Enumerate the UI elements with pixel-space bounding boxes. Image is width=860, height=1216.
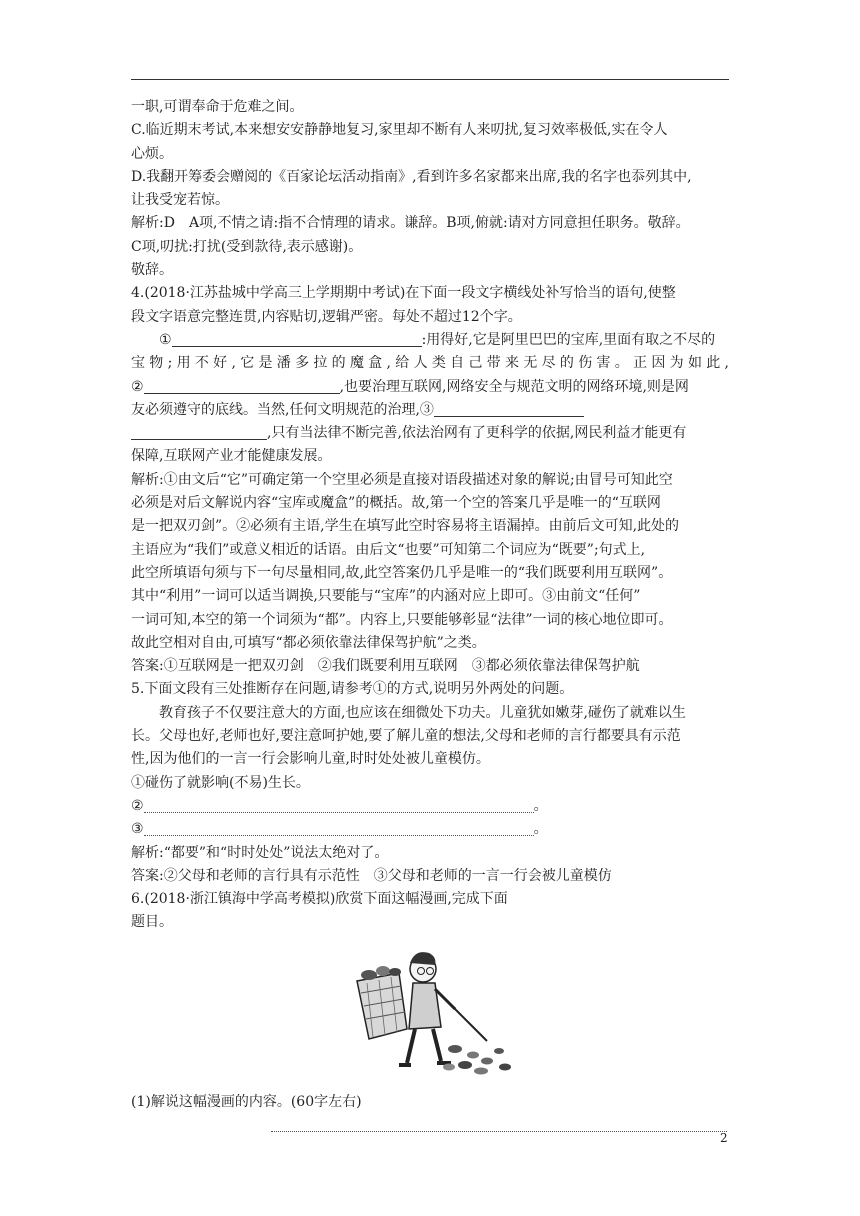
analysis-line: 解析:①由文后“它”可确定第一个空里必须是直接对语段描述对象的解说;由冒号可知此空 xyxy=(131,471,673,488)
dotted-blank-3[interactable] xyxy=(144,820,534,836)
dotted-answer-line-6 xyxy=(131,1114,729,1137)
answer-blank-3a[interactable] xyxy=(434,401,584,417)
question-6-sub-1: (1)解说这幅漫画的内容。(60字左右) xyxy=(131,1093,362,1110)
header-rule xyxy=(131,79,729,80)
question-5-heading: 5.下面文段有三处推断存在问题,请参考①的方式,说明另外两处的问题。 xyxy=(131,681,574,698)
dotted-blank-6[interactable] xyxy=(271,1116,727,1132)
text-line: 是一把双刃剑”。②必须有主语,学生在填写此空时容易将主语漏掉。由前后文可知,此处的 xyxy=(131,518,680,535)
text-line: 主语应为“我们”或意义相近的话语。由后文“也要”可知第二个词应为“既要”;句式上, xyxy=(131,541,646,558)
text-line: 一职,可谓奉命于危难之间。 xyxy=(131,99,304,115)
text-line: C.临近期末考试,本来想安安静静地复习,家里却不断有人来叨扰,复习效率极低,实在令人 xyxy=(131,122,668,139)
answer-blank-1[interactable] xyxy=(172,331,422,347)
text-line: 教育孩子不仅要注意大的方面,也应该在细微处下功夫。儿童犹如嫩芽,碰伤了就难以生 xyxy=(159,704,686,721)
dotted-blank-2[interactable] xyxy=(144,797,534,813)
page-number: 2 xyxy=(720,1131,728,1145)
dotted-answer-line-2: ② 。 xyxy=(131,797,548,814)
text-line: 保障,互联网产业才能健康发展。 xyxy=(131,448,332,465)
text-line: ①碰伤了就影响(不易)生长。 xyxy=(131,774,310,791)
fill-line-2: ② ,也要治理互联网,网络安全与规范文明的网络环境,则是网 xyxy=(131,378,689,395)
text-line: D.我翻开筹委会赠阅的《百家论坛活动指南》,看到许多名家都来出席,我的名字也忝列其中, xyxy=(131,168,692,185)
text-line: 一词可知,本空的第一个词须为“都”。内容上,只要能够彰显“法律”一词的核心地位即可。 xyxy=(131,611,673,628)
answer-blank-3b[interactable] xyxy=(131,424,267,440)
cartoon-illustration xyxy=(131,943,729,1079)
fill-line-3: 友必须遵守的底线。当然,任何文明规范的治理,③ xyxy=(131,399,729,422)
text-line: 心烦。 xyxy=(131,145,173,162)
text-line: 故此空相对自由,可填写“都必须依靠法律保驾护航”之类。 xyxy=(131,634,486,651)
fill-line-3-cont: ,只有当法律不断完善,依法治网有了更科学的依据,网民利益才能更有 xyxy=(131,422,729,445)
text-line: 题目。 xyxy=(131,914,173,931)
text-line: 让我受宠若惊。 xyxy=(131,192,229,209)
fill-line-1: ① :用得好,它是阿里巴巴的宝库,里面有取之不尽的 xyxy=(159,331,716,348)
text-line: 必须是对后文解说内容“宝库或魔盒”的概括。故,第一个空的答案几乎是唯一的“互联网 xyxy=(131,495,661,512)
text-line: 敬辞。 xyxy=(131,262,173,279)
text-line: 长。父母也好,老师也好,要注意呵护她,要了解儿童的想法,父母和老师的言行都要具有示范 xyxy=(131,728,681,745)
text-line: 其中“利用”一词可以适当调换,只要能与“宝库”的内涵对应上即可。③由前文“任何” xyxy=(131,588,641,605)
text-line: 此空所填语句须与下一句尽量相同,故,此空答案仍几乎是唯一的“我们既要利用互联网”。 xyxy=(131,564,673,581)
page-body xyxy=(131,96,729,1137)
answer-line: 答案:①互联网是一把双刃剑 ②我们既要利用互联网 ③都必须依靠法律保驾护航 xyxy=(131,658,640,675)
question-4-heading: 4.(2018·江苏盐城中学高三上学期期中考试)在下面一段文字横线处补写恰当的语句,使整 xyxy=(131,285,676,302)
text-line: 解析:D A项,不情之请:指不合情理的请求。谦辞。B项,俯就:请对方同意担任职务。敬辞。 xyxy=(131,215,690,232)
text-line: C项,叨扰:打扰(受到款待,表示感谢)。 xyxy=(131,238,363,255)
analysis-line: 解析:“都要”和“时时处处”说法太绝对了。 xyxy=(131,844,389,861)
text-line: 段文字语意完整连贯,内容贴切,逻辑严密。每处不超过12个字。 xyxy=(131,308,522,325)
answer-line: 答案:②父母和老师的言行具有示范性 ③父母和老师的一言一行会被儿童模仿 xyxy=(131,867,612,884)
dotted-answer-line-3: ③ 。 xyxy=(131,821,548,838)
cartoon-man-with-basket-icon xyxy=(337,943,517,1079)
answer-blank-2[interactable] xyxy=(144,378,340,394)
text-line: 性,因为他们的一言一行会影响儿童,时时处处被儿童模仿。 xyxy=(131,751,490,768)
question-6-heading: 6.(2018·浙江镇海中学高考模拟)欣赏下面这幅漫画,完成下面 xyxy=(131,891,508,908)
text-line: 宝物;用不好,它是潘多拉的魔盒,给人类自己带来无尽的伤害。正因为如此, xyxy=(131,355,729,372)
